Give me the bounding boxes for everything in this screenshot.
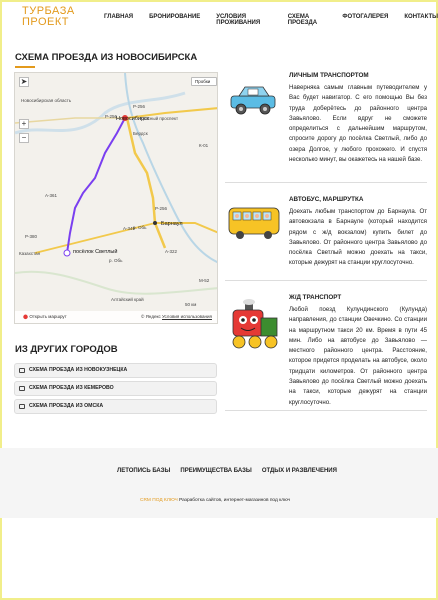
folder-icon [19, 386, 25, 391]
divider [225, 182, 427, 183]
route-novokuznetsk-label: СХЕМА ПРОЕЗДА ИЗ НОВОКУЗНЕЦКА [29, 367, 128, 373]
map-label-a349: А-349 [123, 226, 136, 231]
folder-icon [19, 368, 25, 373]
divider [225, 280, 427, 281]
header [0, 0, 438, 40]
footer-link-history[interactable]: ЛЕТОПИСЬ БАЗЫ [117, 468, 171, 474]
title-underline [15, 66, 35, 68]
map-label-altai: Алтайский край [111, 297, 144, 302]
map-label-r256-b: Р-256 [133, 104, 146, 109]
route-omsk-label: СХЕМА ПРОЕЗДА ИЗ ОМСКА [29, 403, 104, 409]
car-icon [225, 78, 283, 118]
map-label-a322: А-322 [165, 249, 178, 254]
main-nav [104, 14, 438, 26]
transport-bus-block [225, 196, 427, 269]
map-label-m52: М-52 [199, 278, 210, 283]
nav-route-scheme[interactable]: СХЕМА ПРОЕЗДА [287, 14, 318, 26]
nav-booking[interactable]: БРОНИРОВАНИЕ [149, 14, 201, 20]
map-label-r256-a: Р-256 [105, 114, 118, 119]
train-icon [225, 298, 283, 354]
bus-icon [225, 202, 283, 242]
logo-line-1: ТУРБАЗА [22, 5, 75, 17]
terms-link[interactable]: Условия использования [162, 314, 212, 319]
map-label-novosibirsk: Новосибирск [116, 116, 150, 122]
divider [225, 410, 427, 411]
map-scale: 50 км [185, 302, 197, 307]
route-kemerovo-button[interactable] [14, 381, 217, 396]
transport-car-block [225, 72, 427, 165]
nav-accommodation[interactable]: УСЛОВИЯ ПРОЖИВАНИЯ [216, 14, 261, 26]
map-label-barnaul: Барнаул [161, 221, 183, 227]
map-pin-icon: ⬤ [23, 314, 29, 319]
map-canvas [15, 73, 218, 324]
transport-bus-title: АВТОБУС, МАРШРУТКА [289, 196, 364, 203]
map-label-krasny: Красный проспект [140, 116, 179, 121]
zoom-out-button[interactable]: − [19, 133, 29, 143]
map-label-a361: А-361 [45, 193, 58, 198]
copyright-icon: © [141, 314, 145, 319]
logo-line-2: ПРОЕКТ [22, 16, 70, 28]
zoom-in-button[interactable]: + [19, 119, 29, 129]
route-omsk-button[interactable] [14, 399, 217, 414]
open-route-label: Открыть маршрут [29, 314, 67, 319]
map-label-berdsk: Бердск [133, 131, 148, 136]
developer-text: Разработка сайтов, интернет-магазинов под ключ [179, 498, 291, 503]
transport-train-text: Любой поезд Кулундинского (Кулунда) направления, до станции Овечкино. Со станции на маршрутном такси 20 км. Время в пути 45 мин. Либо на автобусе до Завьялово — местного районного центра. Расстояние, которое придется проделать на автобусе, около тридцати километров. От районного центра Завьялово до посёлка Светлый можно доехать на такси, которые дежурят на станции круглосуточно. [289, 306, 427, 406]
yandex-label: Яндекс [145, 314, 161, 319]
transport-train-block [225, 294, 427, 408]
map-bottom-bar [15, 311, 218, 323]
nav-gallery[interactable]: ФОТОГАЛЕРЕЯ [342, 14, 389, 20]
map-label-ob-1: р. Обь [133, 225, 147, 230]
footer [0, 448, 438, 518]
nav-contacts[interactable]: КОНТАКТЫ [404, 14, 438, 20]
nav-home[interactable]: ГЛАВНАЯ [104, 14, 134, 20]
yandex-credit [141, 314, 212, 319]
open-route-link[interactable] [23, 314, 67, 320]
route-kemerovo-label: СХЕМА ПРОЕЗДА ИЗ КЕМЕРОВО [29, 385, 114, 391]
site-logo[interactable] [22, 6, 75, 28]
map-label-kazakhstan: Казахстан [19, 251, 41, 256]
map-label-svetly: посёлок Светлый [73, 249, 118, 255]
map-label-region: Новосибирская область [21, 98, 72, 103]
footer-link-leisure[interactable]: ОТДЫХ И РАЗВЛЕЧЕНИЯ [261, 468, 337, 474]
traffic-button[interactable]: Пробки [191, 77, 217, 86]
other-cities-title: ИЗ ДРУГИХ ГОРОДОВ [15, 344, 118, 355]
route-map[interactable] [14, 72, 218, 324]
transport-car-title: ЛИЧНЫМ ТРАНСПОРТОМ [289, 72, 369, 79]
route-novokuznetsk-button[interactable] [14, 363, 217, 378]
developer-credit [140, 498, 290, 503]
footer-nav [117, 468, 337, 474]
map-label-k01: К-01 [199, 143, 209, 148]
navigation-arrow-icon[interactable]: ➤ [20, 77, 28, 86]
transport-car-text: Наверняка самым главным путеводителем у Вас будет навигатор. С его помощью Вы без труда доберётесь до районного центра Завьялово. Если вдруг не сможете определиться с дальнейшим маршрутом, спросите дорогу до посёлка Светлый, либо до озера Долгое, у любого прохожего. И спустя несколько минут, вы окажетесь на нашей базе. [289, 84, 427, 164]
folder-icon [19, 404, 25, 409]
map-label-ob-2: р. Обь [109, 258, 123, 263]
transport-train-title: Ж/Д ТРАНСПОРТ [289, 294, 342, 301]
transport-bus-text: Доехать любым транспортом до Барнаула. От автовокзала в Барнауле (который находится рядом с ж/д вокзалом) купить билет до Завьялово. От районного центра Завьялово до посёлка Светлый можно доехать на такси, которые дежурят на станции круглосуточно. [289, 208, 427, 267]
map-label-p380: Р-380 [25, 234, 38, 239]
developer-link[interactable]: CRM ПОД КЛЮЧ [140, 498, 178, 503]
page-title: СХЕМА ПРОЕЗДА ИЗ НОВОСИБИРСКА [15, 52, 198, 63]
map-label-r256-c: Р-256 [155, 206, 168, 211]
footer-link-advantages[interactable]: ПРЕИМУЩЕСТВА БАЗЫ [180, 468, 252, 474]
